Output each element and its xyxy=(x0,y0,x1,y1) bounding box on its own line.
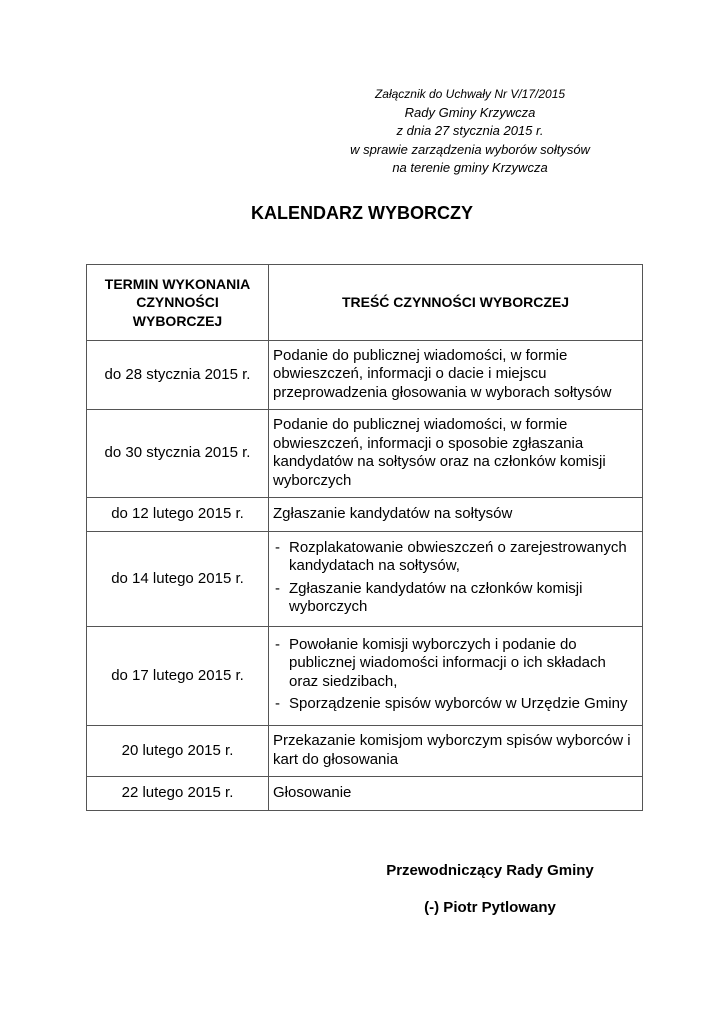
list-item xyxy=(273,695,636,714)
annex-header xyxy=(300,85,640,178)
list-item-text: Sporządzenie spisów wyborców w Urzędzie Gminy xyxy=(289,695,628,712)
row-content: Przekazanie komisjom wyborczym spisów wyborców i kart do głosowania xyxy=(269,726,643,777)
row-content: Podanie do publicznej wiadomości, w formie obwieszczeń, informacji o dacie i miejscu przeprowadzenia głosowania w wyborach sołtysów xyxy=(269,341,643,410)
election-calendar-table xyxy=(86,264,643,811)
table-row xyxy=(87,627,643,726)
list-item-text: Powołanie komisji wyborczych i podanie do publicznej wiadomości informacji o ich składach oraz siedzibach, xyxy=(289,635,606,690)
dash-bullet: - xyxy=(275,579,280,597)
row-content: Zgłaszanie kandydatów na sołtysów xyxy=(269,498,643,532)
dash-bullet: - xyxy=(275,695,280,712)
row-term: 20 lutego 2015 r. xyxy=(87,726,269,777)
list-item xyxy=(273,580,636,617)
signature-name: (-) Piotr Pytlowany xyxy=(424,899,556,916)
row-term: do 17 lutego 2015 r. xyxy=(87,627,269,726)
table-row xyxy=(87,341,643,410)
row-term: do 30 stycznia 2015 r. xyxy=(87,410,269,498)
table-header-row xyxy=(87,265,643,341)
table-row xyxy=(87,777,643,811)
header-content: TREŚĆ CZYNNOŚCI WYBORCZEJ xyxy=(269,265,643,341)
row-term: do 14 lutego 2015 r. xyxy=(87,532,269,627)
annex-line-4: w sprawie zarządzenia wyborów sołtysów xyxy=(350,141,590,157)
dash-bullet: - xyxy=(275,635,280,653)
table-row xyxy=(87,410,643,498)
bullet-list xyxy=(273,539,636,617)
row-content xyxy=(269,532,643,627)
signature-title: Przewodniczący Rady Gminy xyxy=(386,862,594,879)
list-item-text: Zgłaszanie kandydatów na członków komisji wyborczych xyxy=(289,579,583,615)
header-term: TERMIN WYKONANIA CZYNNOŚCI WYBORCZEJ xyxy=(87,265,269,341)
row-term: do 12 lutego 2015 r. xyxy=(87,498,269,532)
table-row xyxy=(87,498,643,532)
annex-line-3: z dnia 27 stycznia 2015 r. xyxy=(396,123,544,138)
list-item-text: Rozplakatowanie obwieszczeń o zarejestrowanych kandydatach na sołtysów, xyxy=(289,538,627,574)
bullet-list xyxy=(273,636,636,714)
dash-bullet: - xyxy=(275,538,280,556)
row-content: Głosowanie xyxy=(269,777,643,811)
table-row xyxy=(87,726,643,777)
row-content: Podanie do publicznej wiadomości, w formie obwieszczeń, informacji o sposobie zgłaszania kandydatów na sołtysów oraz na członków komisji wyborczych xyxy=(269,410,643,498)
annex-line-2: Rady Gminy Krzywcza xyxy=(404,104,536,120)
list-item xyxy=(273,539,636,576)
annex-line-1: Załącznik do Uchwały Nr V/17/2015 xyxy=(374,87,566,101)
annex-line-5: na terenie gminy Krzywcza xyxy=(392,160,548,175)
row-content xyxy=(269,627,643,726)
row-term: do 28 stycznia 2015 r. xyxy=(87,341,269,410)
table-row xyxy=(87,532,643,627)
list-item xyxy=(273,636,636,692)
row-term: 22 lutego 2015 r. xyxy=(87,777,269,811)
document-title: KALENDARZ WYBORCZY xyxy=(251,203,473,223)
